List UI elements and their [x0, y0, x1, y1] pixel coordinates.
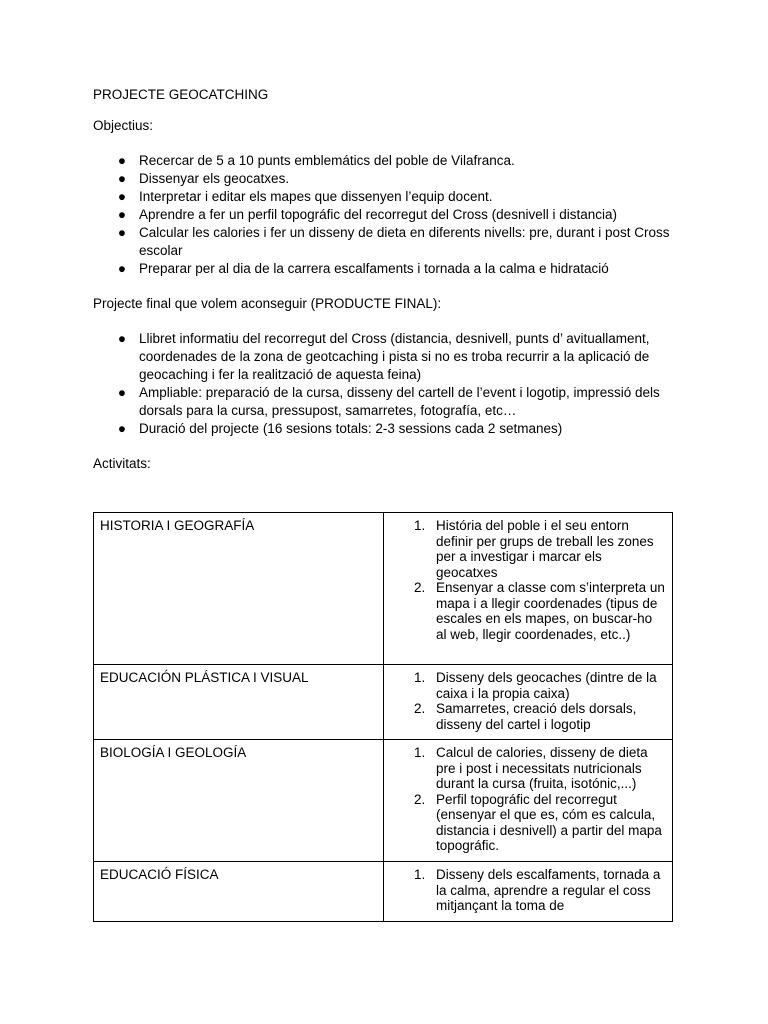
list-item: ● Preparar per al dia de la carrera escalfaments i tornada a la calma e hidratació — [117, 261, 609, 276]
table-row — [94, 513, 673, 665]
document-title: PROJECTE GEOCATCHING — [93, 87, 269, 102]
bullet-icon: ● — [117, 385, 127, 400]
list-item: ● Dissenyar els geocatxes. — [117, 171, 290, 186]
list-item: ● Aprendre a fer un perfil topográfic del recorregut del Cross (desnivell i distancia) — [117, 207, 617, 222]
bullet-icon: ● — [117, 153, 127, 168]
tasks-list — [390, 670, 666, 732]
bullet-icon: ● — [117, 331, 127, 346]
objectives-heading: Objectius: — [93, 118, 154, 133]
list-item: 1. História del poble i el seu entorn definir per grups de treball les zones per a investigar i marcar els geocatxes — [414, 518, 654, 580]
list-item: 2. Ensenyar a classe com s’interpreta un mapa i a llegir coordenades (tipus de escales en els mapes, on buscar-ho al web, llegir coordenades, etc..) — [414, 580, 665, 642]
bullet-icon: ● — [117, 225, 127, 240]
tasks-cell — [384, 740, 673, 862]
list-item: 2. Samarretes, creació dels dorsals, disseny del cartel i logotip — [414, 701, 637, 732]
bullet-icon: ● — [117, 261, 127, 276]
bullet-icon: ● — [117, 207, 127, 222]
subject-cell: HISTORIA I GEOGRAFÍA — [94, 513, 384, 665]
bullet-icon: ● — [117, 189, 127, 204]
activities-heading: Activitats: — [93, 456, 151, 471]
tasks-cell — [384, 665, 673, 740]
table-row — [94, 740, 673, 862]
list-item: ● Calcular les calories i fer un disseny de dieta en diferents nivells: pre, durant i post Cross escolar — [117, 225, 670, 258]
list-item: ● Ampliable: preparació de la cursa, disseny del cartell de l’event i logotip, impressió dels dorsals para la cursa, pressupost, samarretes, fotografía, etc… — [117, 385, 660, 418]
activities-table — [93, 512, 673, 922]
tasks-list — [390, 518, 666, 642]
tasks-list — [390, 745, 666, 854]
tasks-list — [390, 867, 666, 914]
list-item: ● Recercar de 5 a 10 punts emblemátics del poble de Vilafranca. — [117, 153, 515, 168]
subject-cell: EDUCACIÓN PLÁSTICA I VISUAL — [94, 665, 384, 740]
final-product-heading: Projecte final que volem aconseguir (PRODUCTE FINAL): — [93, 296, 442, 311]
bullet-icon: ● — [117, 171, 127, 186]
list-item: ● Duració del projecte (16 sesions totals: 2-3 sessions cada 2 setmanes) — [117, 421, 563, 436]
list-item: 1. Disseny dels geocaches (dintre de la caixa i la propia caixa) — [414, 670, 657, 701]
list-item: 1. Calcul de calories, disseny de dieta pre i post i necessitats nutricionals durant la cursa (fruita, isotónic,...) — [414, 745, 648, 791]
table-row — [94, 862, 673, 922]
objectives-list — [93, 152, 683, 278]
tasks-cell — [384, 862, 673, 922]
final-product-list — [93, 330, 683, 438]
subject-cell: BIOLOGÍA I GEOLOGÍA — [94, 740, 384, 862]
table-row — [94, 665, 673, 740]
list-item: ● Llibret informatiu del recorregut del Cross (distancia, desnivell, punts d’ avituallament, coordenades de la zona de geotcaching i pista si no es troba recurrir a la aplicació de geocaching i fer la realització de aquesta feina) — [117, 331, 650, 382]
list-item: ● Interpretar i editar els mapes que dissenyen l’equip docent. — [117, 189, 493, 204]
list-item: 2. Perfil topográfic del recorregut (ensenyar el que es, cóm es calcula, distancia i desnivell) a partir del mapa topográfic. — [414, 791, 662, 853]
subject-cell: EDUCACIÓ FÍSICA — [94, 862, 384, 922]
document-page — [93, 86, 683, 473]
list-item: 1. Disseny dels escalfaments, tornada a la calma, aprendre a regular el coss mitjançant la toma de — [414, 867, 661, 913]
bullet-icon: ● — [117, 421, 127, 436]
tasks-cell — [384, 513, 673, 665]
